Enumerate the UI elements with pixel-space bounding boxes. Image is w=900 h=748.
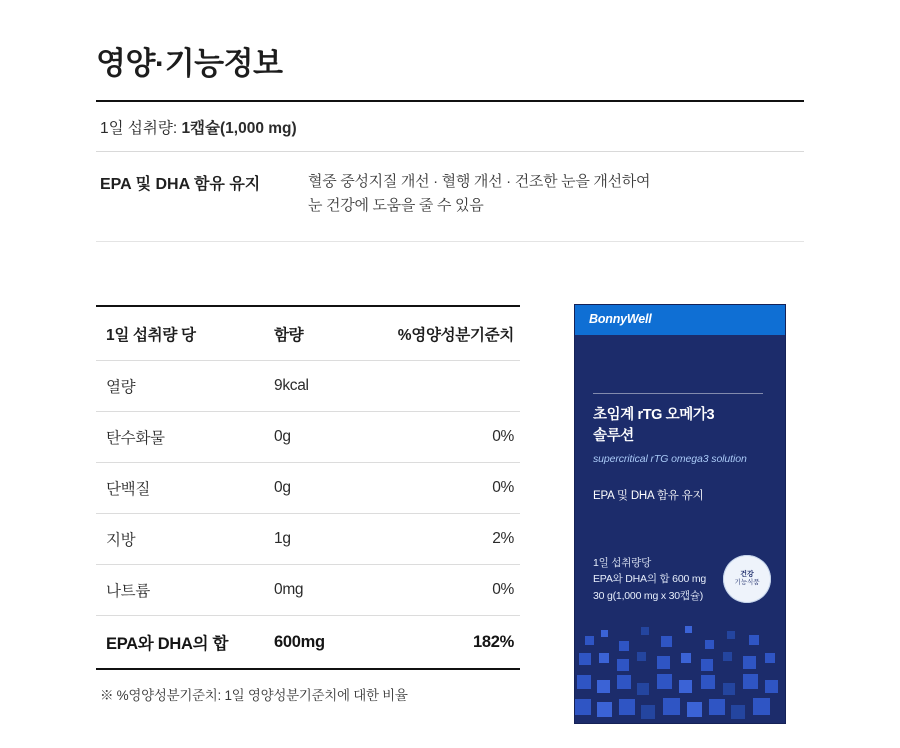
seal-line-1: 건강: [740, 570, 754, 578]
nutrient-amount: 0g: [274, 463, 394, 514]
nutrient-name: EPA와 DHA의 합: [96, 616, 274, 670]
nutrient-name: 지방: [96, 514, 274, 565]
package-subtitle-english: supercritical rTG omega3 solution: [593, 453, 747, 465]
nutrition-facts-section: [96, 305, 514, 704]
table-row: [96, 616, 520, 670]
nutrient-percent: 0%: [394, 463, 520, 514]
package-product-title: [593, 405, 773, 447]
nutrient-amount: 0g: [274, 412, 394, 463]
nutrient-amount: 1g: [274, 514, 394, 565]
brand-logo: BonnyWell: [589, 312, 652, 326]
table-row: [96, 514, 520, 565]
nutrient-percent: [394, 361, 520, 412]
health-functional-food-seal-icon: [723, 555, 771, 603]
table-row: [96, 565, 520, 616]
column-header-percent: %영양성분기준치: [394, 306, 520, 361]
seal-line-2: 기능식품: [734, 579, 760, 587]
package-facts-line-1: 1일 섭취량당: [593, 557, 652, 569]
nutrient-percent: 0%: [394, 565, 520, 616]
functional-ingredient-name: EPA 및 DHA 함유 유지: [100, 176, 261, 193]
serving-size-row: [96, 102, 804, 152]
table-row: [96, 463, 520, 514]
product-package-image: [575, 305, 785, 723]
package-facts-text: [593, 555, 706, 604]
functional-claim-line-2: 눈 건강에 도움을 줄 수 있음: [308, 197, 484, 215]
table-row: [96, 361, 520, 412]
serving-size-value: 1캡슐(1,000 mg): [181, 120, 297, 137]
package-facts-line-3: 30 g(1,000 mg x 30캡슐): [593, 589, 704, 602]
nutrient-percent: 0%: [394, 412, 520, 463]
package-title-line-2: 솔루션: [593, 428, 634, 445]
package-pixel-pattern: [575, 613, 785, 723]
functional-claim-row: [96, 152, 804, 242]
product-info-table: [96, 100, 804, 242]
package-title-line-1: 초임계 rTG 오메가3: [593, 407, 715, 423]
nutrient-amount: 0mg: [274, 565, 394, 616]
nutrient-amount: 600mg: [274, 616, 394, 670]
table-row: [96, 412, 520, 463]
package-claim-text: EPA 및 DHA 함유 유지: [593, 490, 704, 502]
nutrient-name: 탄수화물: [96, 412, 274, 463]
nutrient-percent: 2%: [394, 514, 520, 565]
functional-claim-text: [308, 170, 650, 219]
page-title: 영양·기능정보: [96, 46, 283, 81]
functional-claim-line-1: 혈중 중성지질 개선 · 혈행 개선 · 건조한 눈을 개선하여: [308, 173, 651, 190]
table-header-row: [96, 306, 520, 361]
nutrient-amount: 9kcal: [274, 361, 394, 412]
nutrition-footnote: ※ %영양성분기준치: 1일 영양성분기준치에 대한 비율: [100, 688, 408, 703]
column-header-serving: 1일 섭취량 당: [96, 306, 274, 361]
package-facts-line-2: EPA와 DHA의 합 600 mg: [593, 573, 707, 586]
nutrition-facts-table: [96, 305, 520, 670]
column-header-amount: 함량: [274, 306, 394, 361]
nutrient-percent: 182%: [394, 616, 520, 670]
serving-size-label: 1일 섭취량:: [100, 120, 182, 137]
nutrient-name: 단백질: [96, 463, 274, 514]
package-divider: [593, 393, 763, 394]
nutrient-name: 열량: [96, 361, 274, 412]
nutrient-name: 나트륨: [96, 565, 274, 616]
